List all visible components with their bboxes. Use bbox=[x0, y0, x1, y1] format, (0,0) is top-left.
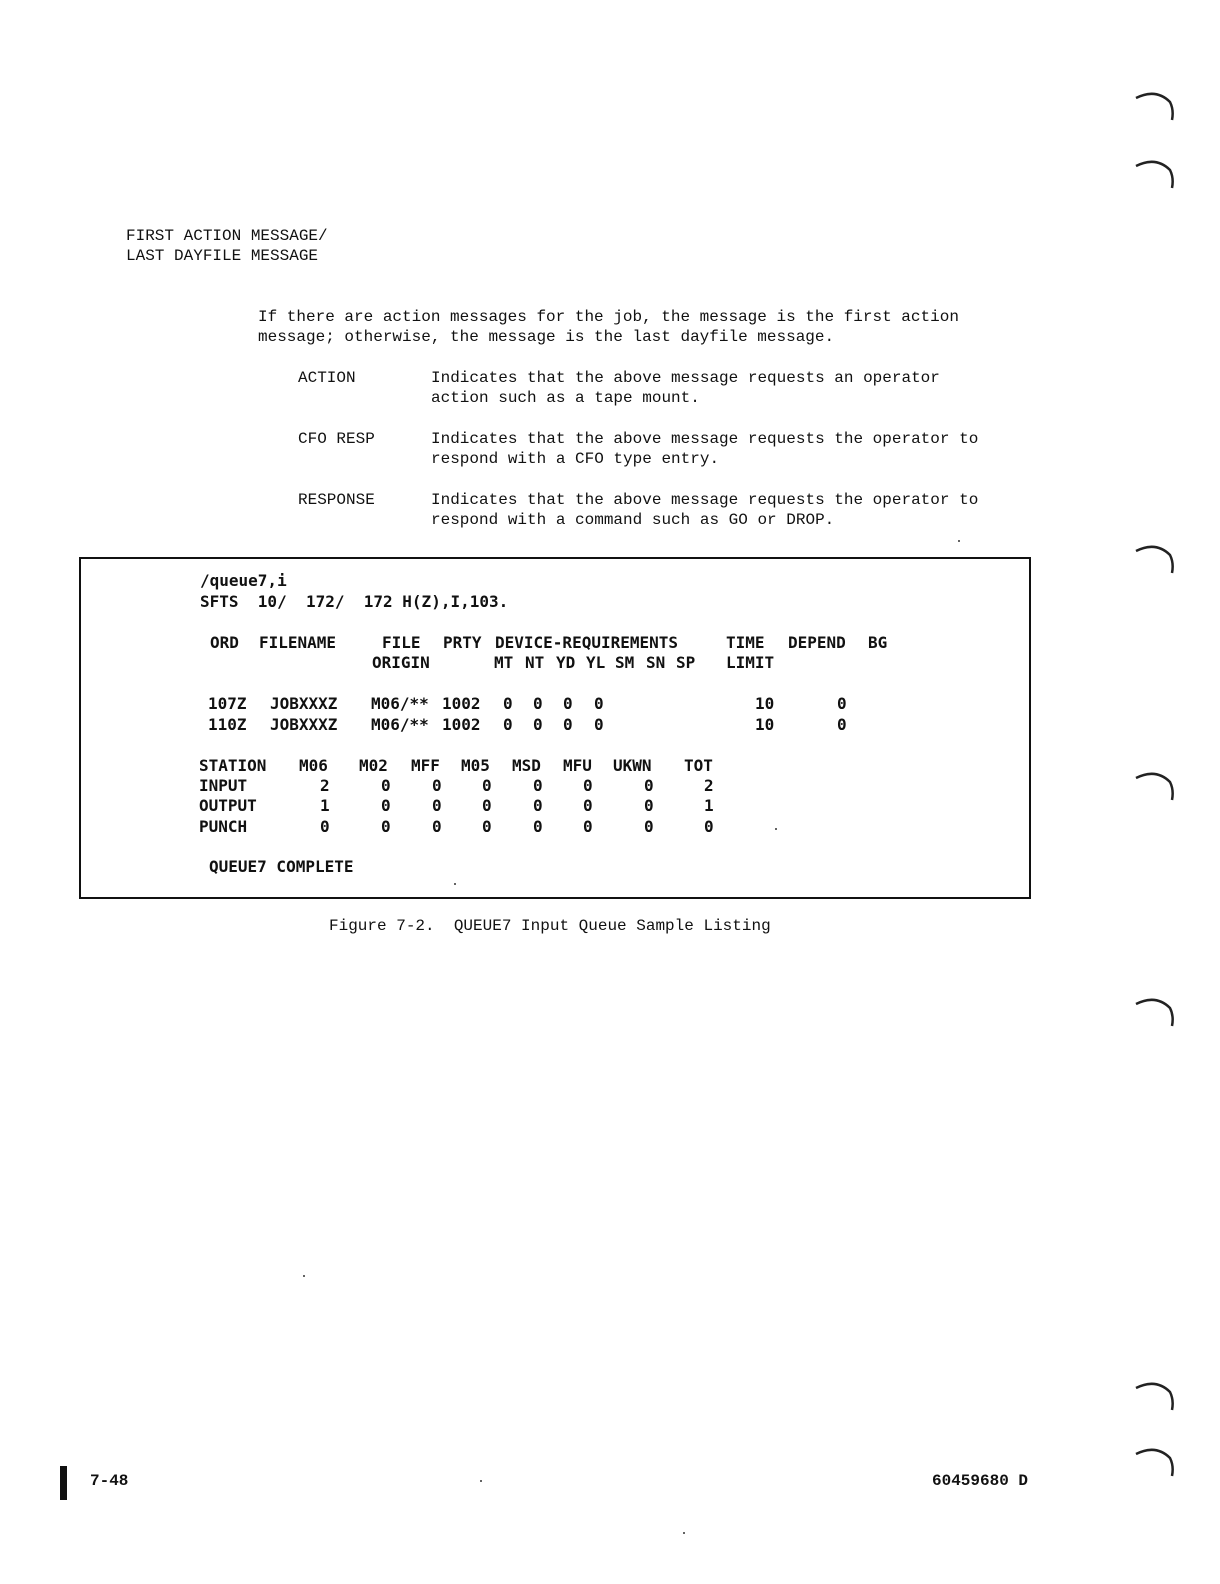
document-number: 60459680 D bbox=[932, 1472, 1029, 1490]
station-value: 0 bbox=[533, 776, 543, 795]
station-value: 0 bbox=[381, 796, 391, 815]
header-mfu: MFU bbox=[563, 756, 592, 775]
definition-text-line1: Indicates that the above message requests the operator to bbox=[431, 430, 979, 448]
station-value: 0 bbox=[704, 817, 714, 836]
section-heading-line2: LAST DAYFILE MESSAGE bbox=[126, 247, 319, 265]
header-yl: YL bbox=[586, 653, 606, 672]
station-label: PUNCH bbox=[199, 817, 248, 836]
change-bar bbox=[60, 1466, 67, 1500]
definition-text-line1: Indicates that the above message requests the operator to bbox=[431, 491, 979, 509]
header-sn: SN bbox=[646, 653, 666, 672]
scan-speck bbox=[480, 1480, 482, 1482]
scan-speck bbox=[454, 883, 456, 885]
job-nt: 0 bbox=[533, 715, 543, 734]
header-msd: MSD bbox=[512, 756, 541, 775]
scan-speck bbox=[775, 828, 777, 830]
job-mt: 0 bbox=[503, 715, 513, 734]
station-value: 0 bbox=[583, 817, 593, 836]
station-value: 0 bbox=[482, 817, 492, 836]
job-yl: 0 bbox=[594, 715, 604, 734]
scan-speck bbox=[303, 1275, 305, 1277]
figure-caption: Figure 7-2. QUEUE7 Input Queue Sample Listing bbox=[329, 917, 771, 935]
header-station: STATION bbox=[199, 756, 267, 775]
header-m05: M05 bbox=[461, 756, 490, 775]
header-filename: FILENAME bbox=[259, 633, 337, 652]
job-ord: 107Z bbox=[208, 694, 247, 713]
job-depend: 0 bbox=[837, 694, 847, 713]
station-value: 0 bbox=[644, 776, 654, 795]
job-ord: 110Z bbox=[208, 715, 247, 734]
station-value: 0 bbox=[381, 776, 391, 795]
station-value: 0 bbox=[432, 776, 442, 795]
definition-term: RESPONSE bbox=[298, 491, 375, 509]
listing-command: /queue7,i bbox=[200, 571, 287, 590]
listing-sfts-line: SFTS 10/ 172/ 172 H(Z),I,103. bbox=[200, 592, 509, 611]
binder-hole-mark bbox=[1134, 541, 1174, 581]
station-value: 1 bbox=[320, 796, 330, 815]
page-number: 7-48 bbox=[90, 1472, 129, 1490]
station-value: 2 bbox=[704, 776, 714, 795]
station-value: 2 bbox=[320, 776, 330, 795]
binder-hole-mark bbox=[1134, 1378, 1174, 1418]
binder-hole-mark bbox=[1134, 1444, 1174, 1484]
station-value: 0 bbox=[432, 817, 442, 836]
section-heading-line1: FIRST ACTION MESSAGE/ bbox=[126, 227, 328, 245]
header-time: TIME bbox=[726, 633, 765, 652]
definition-term: ACTION bbox=[298, 369, 356, 387]
header-limit: LIMIT bbox=[726, 653, 775, 672]
station-value: 0 bbox=[583, 776, 593, 795]
job-time-limit: 10 bbox=[755, 694, 775, 713]
station-value: 0 bbox=[644, 817, 654, 836]
job-time-limit: 10 bbox=[755, 715, 775, 734]
job-yd: 0 bbox=[563, 715, 573, 734]
header-prty: PRTY bbox=[443, 633, 482, 652]
job-nt: 0 bbox=[533, 694, 543, 713]
header-yd: YD bbox=[556, 653, 576, 672]
station-value: 0 bbox=[482, 796, 492, 815]
header-ukwn: UKWN bbox=[613, 756, 652, 775]
job-yl: 0 bbox=[594, 694, 604, 713]
job-depend: 0 bbox=[837, 715, 847, 734]
header-depend: DEPEND bbox=[788, 633, 846, 652]
station-value: 0 bbox=[583, 796, 593, 815]
station-value: 1 bbox=[704, 796, 714, 815]
header-ord: ORD bbox=[210, 633, 239, 652]
binder-hole-mark bbox=[1134, 156, 1174, 196]
header-file: FILE bbox=[382, 633, 421, 652]
binder-hole-mark bbox=[1134, 994, 1174, 1034]
station-label: INPUT bbox=[199, 776, 248, 795]
intro-line1: If there are action messages for the job, the message is the first action bbox=[258, 308, 959, 326]
job-prty: 1002 bbox=[442, 694, 481, 713]
station-value: 0 bbox=[320, 817, 330, 836]
intro-line2: message; otherwise, the message is the last dayfile message. bbox=[258, 328, 835, 346]
binder-hole-mark bbox=[1134, 88, 1174, 128]
header-tot: TOT bbox=[684, 756, 713, 775]
header-device-requirements: DEVICE-REQUIREMENTS bbox=[495, 633, 679, 652]
header-bg: BG bbox=[868, 633, 888, 652]
definition-term: CFO RESP bbox=[298, 430, 375, 448]
definition-text-line2: respond with a CFO type entry. bbox=[431, 450, 720, 468]
definition-text-line1: Indicates that the above message requests an operator bbox=[431, 369, 940, 387]
station-value: 0 bbox=[533, 796, 543, 815]
job-origin: M06/** bbox=[371, 715, 429, 734]
header-sp: SP bbox=[676, 653, 696, 672]
listing-complete-message: QUEUE7 COMPLETE bbox=[209, 857, 354, 876]
station-value: 0 bbox=[482, 776, 492, 795]
job-prty: 1002 bbox=[442, 715, 481, 734]
station-value: 0 bbox=[432, 796, 442, 815]
job-mt: 0 bbox=[503, 694, 513, 713]
header-mt: MT bbox=[494, 653, 514, 672]
scan-speck bbox=[683, 1532, 685, 1534]
station-value: 0 bbox=[381, 817, 391, 836]
header-nt: NT bbox=[525, 653, 545, 672]
station-value: 0 bbox=[644, 796, 654, 815]
scan-speck bbox=[958, 540, 960, 542]
header-mff: MFF bbox=[411, 756, 440, 775]
job-origin: M06/** bbox=[371, 694, 429, 713]
station-label: OUTPUT bbox=[199, 796, 257, 815]
job-filename: JOBXXXZ bbox=[270, 715, 338, 734]
header-sm: SM bbox=[615, 653, 635, 672]
station-value: 0 bbox=[533, 817, 543, 836]
job-yd: 0 bbox=[563, 694, 573, 713]
binder-hole-mark bbox=[1134, 768, 1174, 808]
header-origin: ORIGIN bbox=[372, 653, 430, 672]
definition-text-line2: respond with a command such as GO or DROP. bbox=[431, 511, 835, 529]
job-filename: JOBXXXZ bbox=[270, 694, 338, 713]
header-m06: M06 bbox=[299, 756, 328, 775]
definition-text-line2: action such as a tape mount. bbox=[431, 389, 700, 407]
header-m02: M02 bbox=[359, 756, 388, 775]
